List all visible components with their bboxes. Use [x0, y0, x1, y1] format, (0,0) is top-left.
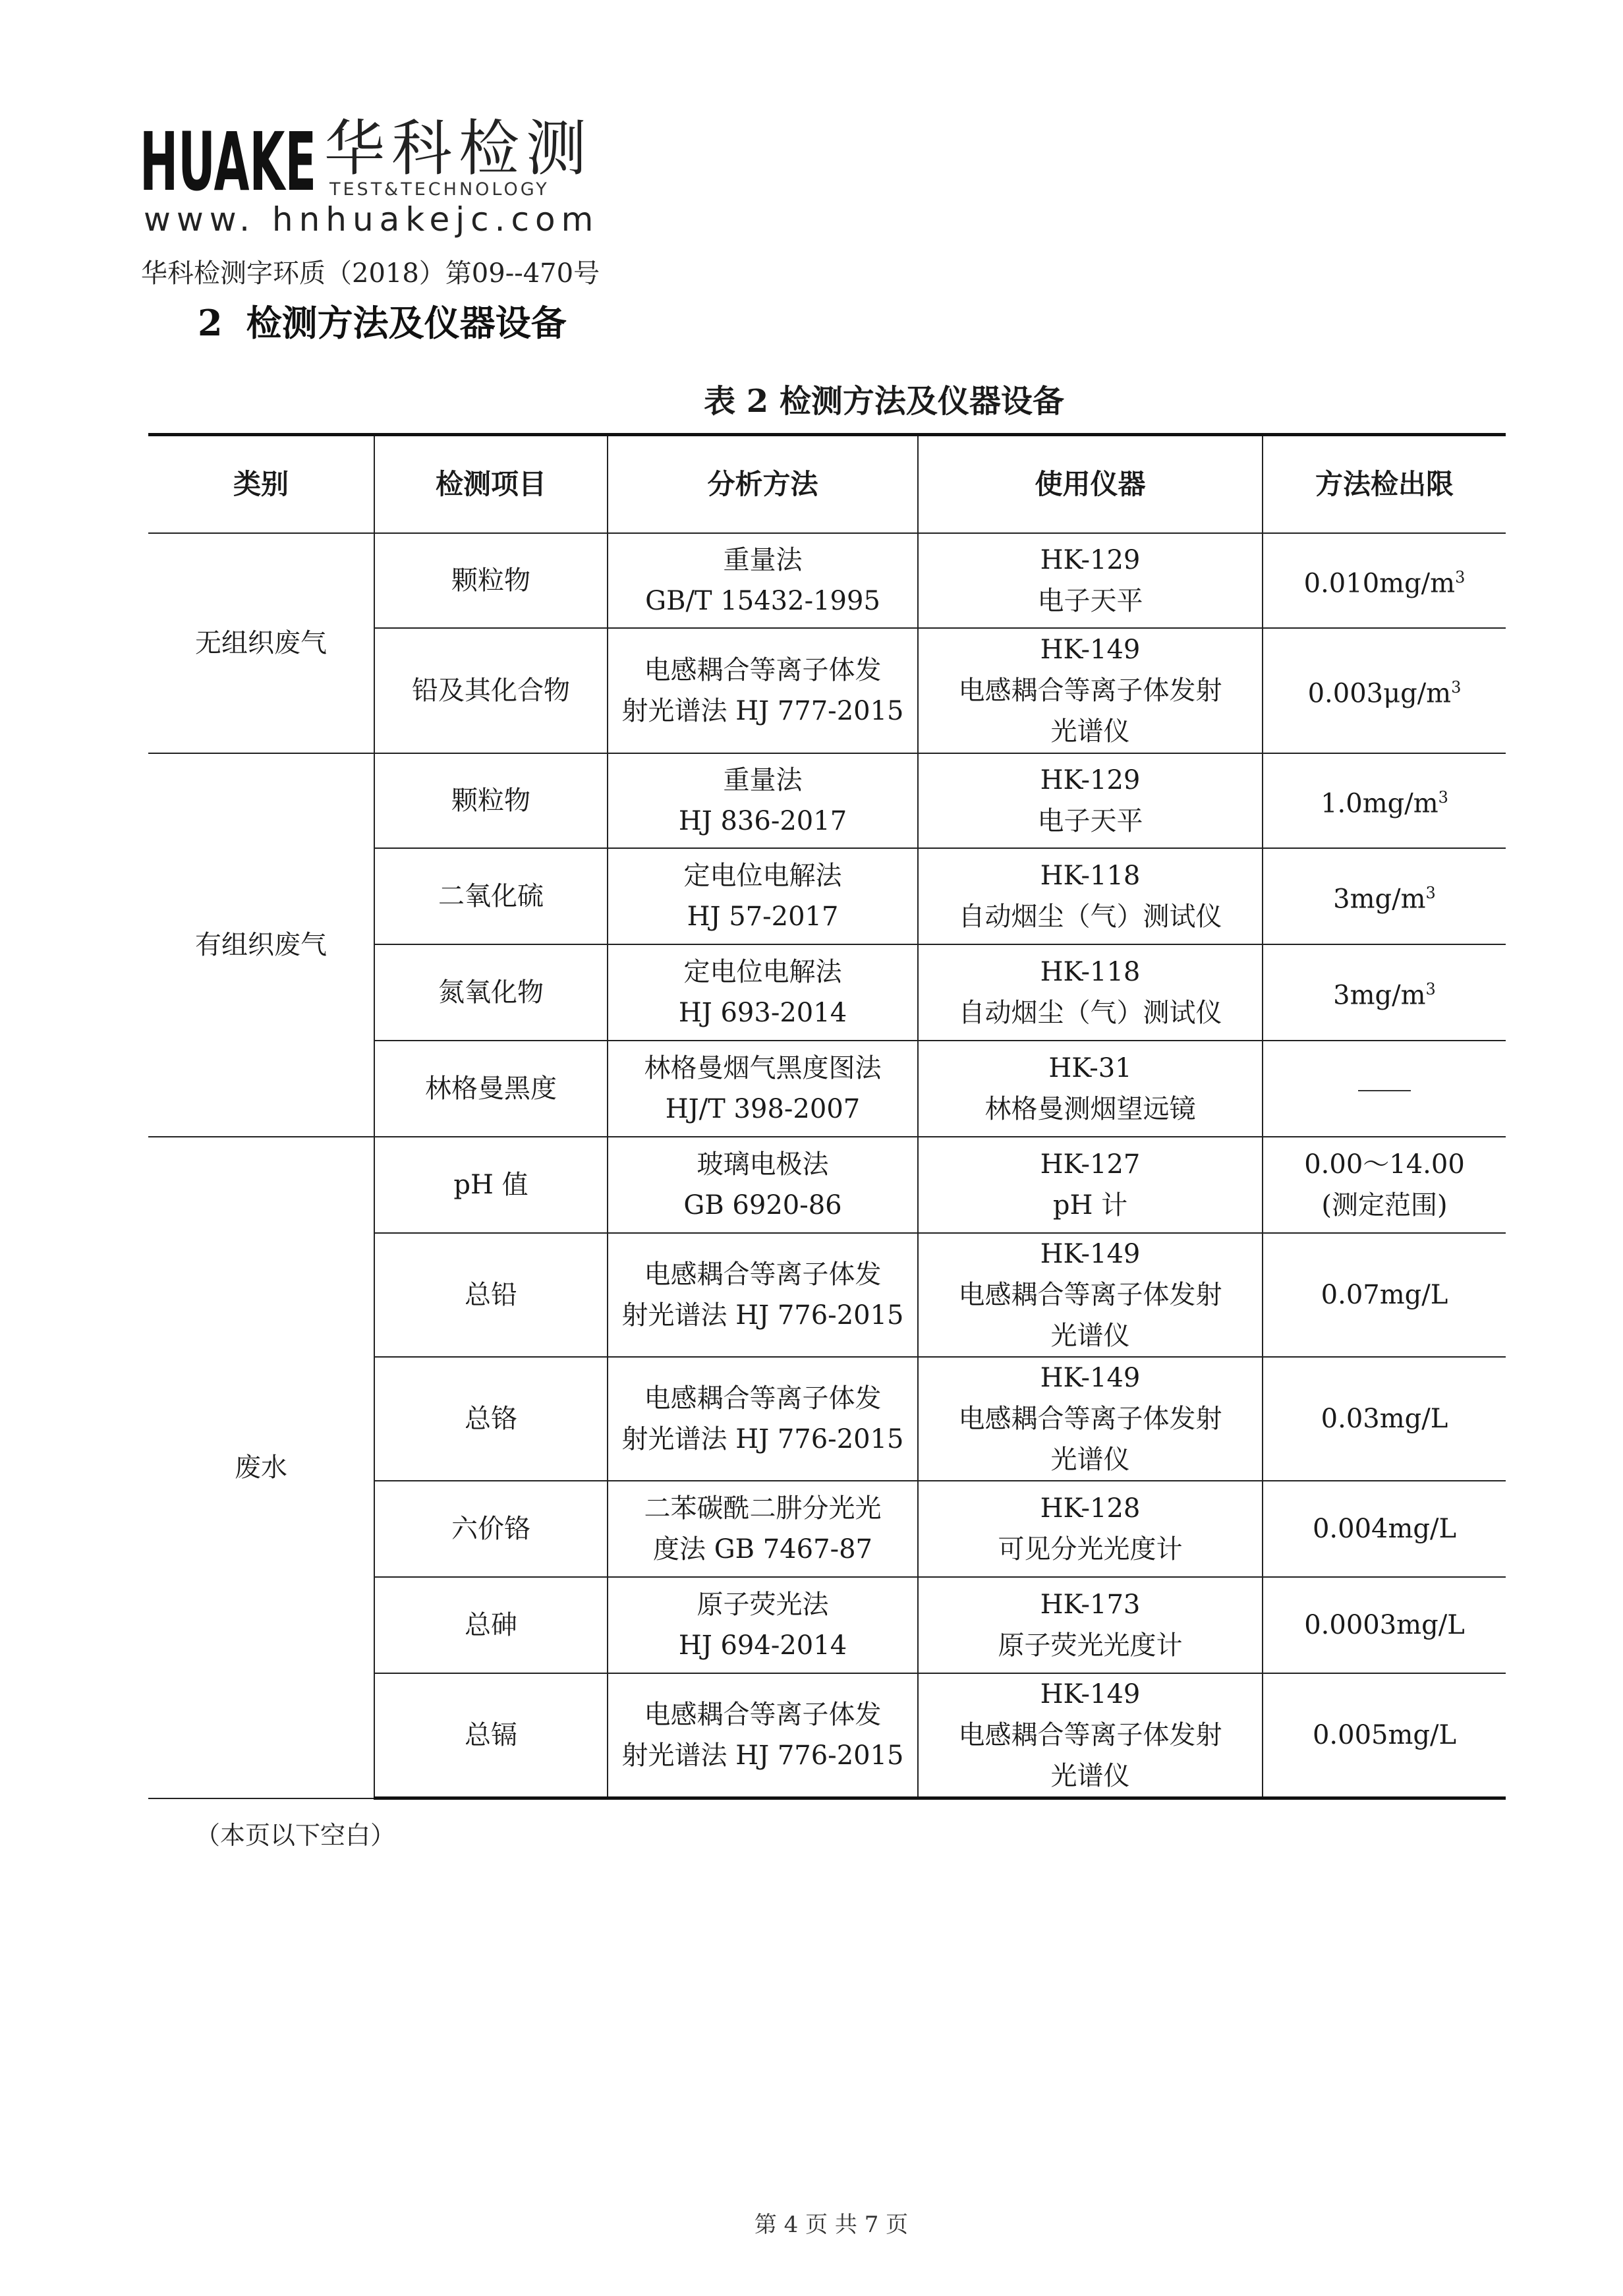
document-number: 华科检测字环质（2018）第09--470号	[141, 258, 600, 289]
instrument-line: HK-127	[1040, 1149, 1141, 1180]
method-line: HJ 57-2017	[687, 902, 839, 932]
instrument-cell	[918, 1577, 1263, 1673]
method-cell	[608, 1357, 918, 1481]
instrument-line: 自动烟尘（气）测试仪	[958, 902, 1222, 932]
limit-value: 3mg/m	[1333, 980, 1426, 1011]
logo-english-tagline: TEST&TECHNOLOGY	[329, 179, 550, 200]
method-line: 定电位电解法	[683, 957, 842, 987]
section-number: 2	[198, 302, 223, 344]
method-line: 玻璃电极法	[697, 1149, 829, 1180]
limit-note: (测定范围)	[1321, 1190, 1448, 1220]
instrument-cell	[918, 1481, 1263, 1577]
instrument-cell	[918, 628, 1263, 753]
instrument-cell	[918, 753, 1263, 848]
method-line: 射光谱法 HJ 776-2015	[621, 1300, 904, 1331]
method-line: HJ 694-2014	[678, 1630, 847, 1661]
limit-value: 0.03mg/L	[1321, 1404, 1448, 1434]
item-cell: 总铬	[374, 1357, 608, 1481]
section-title: 检测方法及仪器设备	[246, 302, 567, 344]
table-caption: 表 2 检测方法及仪器设备	[704, 383, 1064, 420]
instrument-line: HK-118	[1040, 957, 1141, 987]
method-cell	[608, 1137, 918, 1233]
header-category: 类别	[148, 435, 374, 534]
method-line: 原子荧光法	[697, 1590, 829, 1620]
not-applicable-dash	[1358, 1090, 1411, 1091]
instrument-line: HK-118	[1040, 861, 1141, 891]
instrument-line: 光谱仪	[1050, 1761, 1130, 1791]
instrument-line: 电感耦合等离子体发射	[958, 1404, 1222, 1434]
blank-page-note: （本页以下空白）	[195, 1821, 396, 1850]
limit-cell	[1263, 944, 1506, 1041]
limit-value: 0.07mg/L	[1321, 1280, 1448, 1310]
method-line: 电感耦合等离子体发	[644, 655, 882, 685]
item-cell: 二氧化硫	[374, 848, 608, 944]
instrument-line: HK-31	[1048, 1053, 1132, 1083]
methods-instruments-table	[148, 433, 1506, 1800]
header-item: 检测项目	[374, 435, 608, 534]
item-cell: 六价铬	[374, 1481, 608, 1577]
limit-value: 0.005mg/L	[1312, 1720, 1457, 1750]
limit-cell	[1263, 1233, 1506, 1357]
instrument-line: 自动烟尘（气）测试仪	[958, 998, 1222, 1028]
limit-cell	[1263, 628, 1506, 753]
page-footer: 第 4 页 共 7 页	[754, 2212, 909, 2238]
item-cell: 颗粒物	[374, 753, 608, 848]
method-line: 林格曼烟气黑度图法	[644, 1053, 882, 1083]
item-cell: 林格曼黑度	[374, 1041, 608, 1137]
item-cell: 氮氧化物	[374, 944, 608, 1041]
limit-value: 0.010mg/m	[1303, 568, 1456, 599]
item-cell: pH 值	[374, 1137, 608, 1233]
logo-chinese-name: 华科检测	[324, 113, 594, 184]
method-line: 重量法	[723, 545, 803, 575]
instrument-line: 林格曼测烟望远镜	[984, 1094, 1196, 1124]
item-cell: 总铅	[374, 1233, 608, 1357]
limit-cell	[1263, 533, 1506, 628]
table-row	[148, 1137, 1506, 1233]
method-line: 电感耦合等离子体发	[644, 1259, 882, 1290]
category-cell: 有组织废气	[148, 753, 374, 1137]
method-cell	[608, 1481, 918, 1577]
method-line: HJ 836-2017	[678, 806, 847, 836]
method-line: 电感耦合等离子体发	[644, 1383, 882, 1414]
table-row	[148, 753, 1506, 848]
limit-value: 0.004mg/L	[1312, 1514, 1457, 1544]
limit-cell	[1263, 1357, 1506, 1481]
instrument-line: 电子天平	[1037, 806, 1143, 836]
item-cell: 铅及其化合物	[374, 628, 608, 753]
limit-unit-exponent: 3	[1438, 788, 1448, 807]
svg-text:HUAKE: HUAKE	[140, 116, 316, 202]
method-line: GB/T 15432-1995	[645, 586, 880, 616]
category-cell: 废水	[148, 1137, 374, 1798]
instrument-line: 光谱仪	[1050, 1321, 1130, 1351]
limit-value: 0.00～14.00	[1304, 1149, 1465, 1180]
method-cell	[608, 753, 918, 848]
method-cell	[608, 1041, 918, 1137]
limit-cell	[1263, 753, 1506, 848]
method-line: 二苯碳酰二肼分光光	[644, 1493, 882, 1524]
table-row	[148, 533, 1506, 628]
instrument-cell	[918, 1357, 1263, 1481]
category-cell: 无组织废气	[148, 533, 374, 753]
instrument-line: 电感耦合等离子体发射	[958, 1720, 1222, 1750]
limit-cell	[1263, 1041, 1506, 1137]
limit-value: 0.0003mg/L	[1304, 1610, 1465, 1640]
item-cell: 总镉	[374, 1673, 608, 1798]
header-instrument: 使用仪器	[918, 435, 1263, 534]
header-method: 分析方法	[608, 435, 918, 534]
instrument-cell	[918, 848, 1263, 944]
instrument-cell	[918, 944, 1263, 1041]
item-cell: 总砷	[374, 1577, 608, 1673]
method-cell	[608, 1673, 918, 1798]
method-line: GB 6920-86	[683, 1190, 842, 1220]
instrument-line: HK-149	[1040, 1363, 1141, 1393]
section-heading	[198, 295, 567, 346]
limit-unit-exponent: 3	[1455, 568, 1466, 587]
method-line: 射光谱法 HJ 776-2015	[621, 1424, 904, 1454]
item-cell: 颗粒物	[374, 533, 608, 628]
instrument-line: HK-149	[1040, 1239, 1141, 1269]
instrument-line: HK-149	[1040, 1679, 1141, 1709]
instrument-line: HK-129	[1040, 545, 1141, 575]
instrument-line: HK-173	[1040, 1590, 1141, 1620]
method-line: 重量法	[723, 765, 803, 795]
instrument-cell	[918, 1137, 1263, 1233]
instrument-line: HK-149	[1040, 635, 1141, 665]
method-cell	[608, 628, 918, 753]
limit-value: 0.003μg/m	[1307, 678, 1452, 709]
method-line: 射光谱法 HJ 776-2015	[621, 1740, 904, 1771]
instrument-cell	[918, 1673, 1263, 1798]
instrument-line: 原子荧光光度计	[998, 1630, 1183, 1661]
method-cell	[608, 848, 918, 944]
instrument-cell	[918, 1233, 1263, 1357]
instrument-line: HK-128	[1040, 1493, 1141, 1524]
instrument-cell	[918, 533, 1263, 628]
method-line: 射光谱法 HJ 777-2015	[621, 696, 904, 726]
limit-unit-exponent: 3	[1425, 980, 1436, 999]
limit-cell	[1263, 1577, 1506, 1673]
instrument-line: 电感耦合等离子体发射	[958, 675, 1222, 706]
instrument-cell	[918, 1041, 1263, 1137]
method-cell	[608, 1233, 918, 1357]
method-cell	[608, 1577, 918, 1673]
limit-value: 3mg/m	[1333, 884, 1426, 915]
limit-unit-exponent: 3	[1425, 884, 1436, 903]
method-cell	[608, 944, 918, 1041]
instrument-line: 光谱仪	[1050, 1445, 1130, 1475]
method-line: HJ/T 398-2007	[665, 1094, 861, 1124]
method-line: 度法 GB 7467-87	[653, 1534, 872, 1564]
method-line: 定电位电解法	[683, 861, 842, 891]
table-header-row	[148, 435, 1506, 534]
limit-cell	[1263, 848, 1506, 944]
instrument-line: HK-129	[1040, 765, 1141, 795]
method-line: HJ 693-2014	[678, 998, 847, 1028]
instrument-line: 光谱仪	[1050, 716, 1130, 747]
method-line: 电感耦合等离子体发	[644, 1700, 882, 1730]
instrument-line: 电子天平	[1037, 586, 1143, 616]
huake-logo	[140, 116, 318, 202]
limit-value: 1.0mg/m	[1321, 788, 1438, 819]
limit-cell	[1263, 1673, 1506, 1798]
limit-unit-exponent: 3	[1451, 678, 1462, 697]
limit-cell	[1263, 1137, 1506, 1233]
website-url: www. hnhuakejc.com	[144, 200, 600, 239]
header-detection-limit: 方法检出限	[1263, 435, 1506, 534]
instrument-line: pH 计	[1052, 1190, 1128, 1220]
limit-cell	[1263, 1481, 1506, 1577]
instrument-line: 可见分光光度计	[998, 1534, 1183, 1564]
method-cell	[608, 533, 918, 628]
instrument-line: 电感耦合等离子体发射	[958, 1280, 1222, 1310]
